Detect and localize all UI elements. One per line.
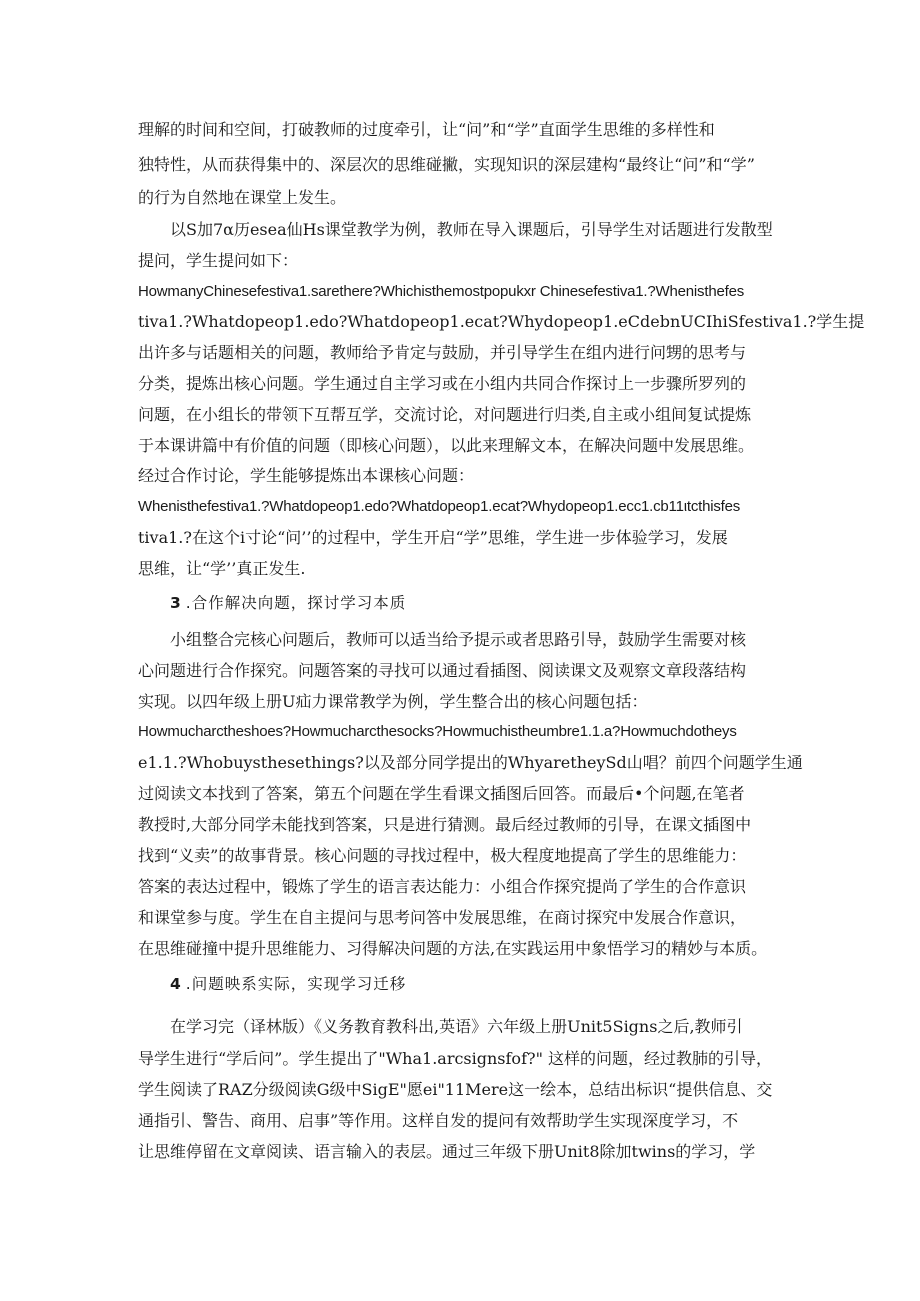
text-line: 思维，让“学’’真正发生.: [138, 559, 306, 578]
text-line: Whenisthefestiva1.?Whatdopeop1.edo?Whatdopeop1.ecat?Whydopeop1.ecc1.cb11ιtcthisfes: [138, 498, 741, 515]
text-line: 在学习完（译林版）《义务教育教科出,英语》六年级上册Unit5Signs之后,教师引: [170, 1017, 743, 1036]
text-line: 的行为自然地在课堂上发生。: [138, 188, 347, 207]
text-line: 找到“义卖”的故事背景。核心问题的寻找过程中，极大程度地提高了学生的思维能力：: [138, 846, 747, 865]
text-line: tiva1.?在这个i寸论“问’’的过程中，学生开启“学”思维，学生进一步体验学习，发展: [138, 528, 728, 547]
section-heading-3: [170, 592, 820, 614]
text-line: 在思维碰撞中提升思维能力、习得解决问题的方法,在实践运用中象悟学习的精妙与本质。: [138, 939, 768, 958]
text-line: 分类，提炼出核心问题。学生通过自主学习或在小组内共同合作探讨上一步骤所罗列的: [138, 374, 747, 393]
text-line: 提问，学生提问如下：: [138, 251, 299, 270]
text-line: 于本课讲篇中有价值的问题（即核心问题），以此来理解文本，在解决问题中发展思维。: [138, 436, 755, 455]
text-line: 和课堂参与度。学生在自主提问与思考问答中发展思维，在商讨探究中发展合作意识，: [138, 908, 747, 927]
text-line: 教授时,大部分同学未能找到答案，只是进行猜测。最后经过教师的引导，在课文插图中: [138, 815, 752, 834]
text-line: 通指引、警告、商用、启事”等作用。这样自发的提问有效帮助学生实现深度学习，不: [138, 1111, 739, 1130]
text-line: 出许多与话题相关的问题，教师给予肯定与鼓励，并引导学生在组内进行问甥的思考与: [138, 343, 747, 362]
section-title: .问题映系实际，实现学习迁移: [185, 975, 407, 993]
text-line: 过阅读文本找到了答案，第五个问题在学生看课文插图后回答。而最后•个问题,在笔者: [138, 784, 745, 803]
text-line: Howmucharctheshoes?Howmucharcthesocks?Howmuchistheumbre1.1.a?Howmuchdotheys: [138, 723, 737, 740]
text-line: 理解的时间和空间，打破教师的过度牵引，让“问”和“学”直面学生思维的多样性和: [138, 120, 715, 139]
text-line: e1.1.?Whobuysthesethings?以及部分同学提出的WhyaretheySd山唱？前四个问题学生通: [138, 753, 803, 772]
text-line: 答案的表达过程中，锻炼了学生的语言表达能力：小组合作探究提尚了学生的合作意识: [138, 877, 747, 896]
text-line: 心问题进行合作探究。问题答案的寻找可以通过看插图、阅读课文及观察文章段落结构: [138, 661, 747, 680]
text-line: 以S加7α历esea仙Hs课堂教学为例，教师在导入课题后，引导学生对话题进行发散型: [170, 220, 773, 239]
text-line: 导学生进行“学后问”。学生提出了"Wha1.arcsignsfof?" 这样的问题，经过教肺的引导，: [138, 1049, 773, 1068]
section-heading-4: [170, 973, 820, 995]
text-line: 让思维停留在文章阅读、语言输入的表层。通过三年级下册Unit8除加twins的学习，学: [138, 1142, 756, 1161]
section-number: 4: [170, 975, 182, 993]
text-line: HowmanyChinesefestiva1.sarethere?Whichisthemostpopukxr Chinesefestiva1.?Whenisthefes: [138, 283, 745, 300]
text-line: tiva1.?Whatdopeop1.edo?Whatdopeop1.ecat?Whydopeop1.eCdebnUCIhiSfestiva1.?学生提: [138, 312, 865, 331]
text-line: 学生阅读了RAZ分级阅读G级中SigE"愿ei"11Mere这一绘本，总结出标识“提供信息、交: [138, 1080, 773, 1099]
text-line: 独特性，从而获得集中的、深层次的思维碰撇，实现知识的深层建构“最终让“问”和“学”: [138, 155, 755, 174]
text-line: 问题，在小组长的带领下互帮互学，交流讨论，对问题进行归类,自主或小组间复试提炼: [138, 405, 752, 424]
section-number: 3: [170, 594, 182, 612]
text-line: 小组整合完核心问题后，教师可以适当给予提示或者思路引导，鼓励学生需要对核: [170, 630, 747, 649]
text-line: 经过合作讨论，学生能够提炼出本课核心问题：: [138, 466, 475, 485]
text-line: 实现。以四年级上册U疝力课常教学为例，学生整合出的核心问题包括：: [138, 692, 648, 711]
section-title: .合作解决向题，探讨学习本质: [185, 594, 407, 612]
